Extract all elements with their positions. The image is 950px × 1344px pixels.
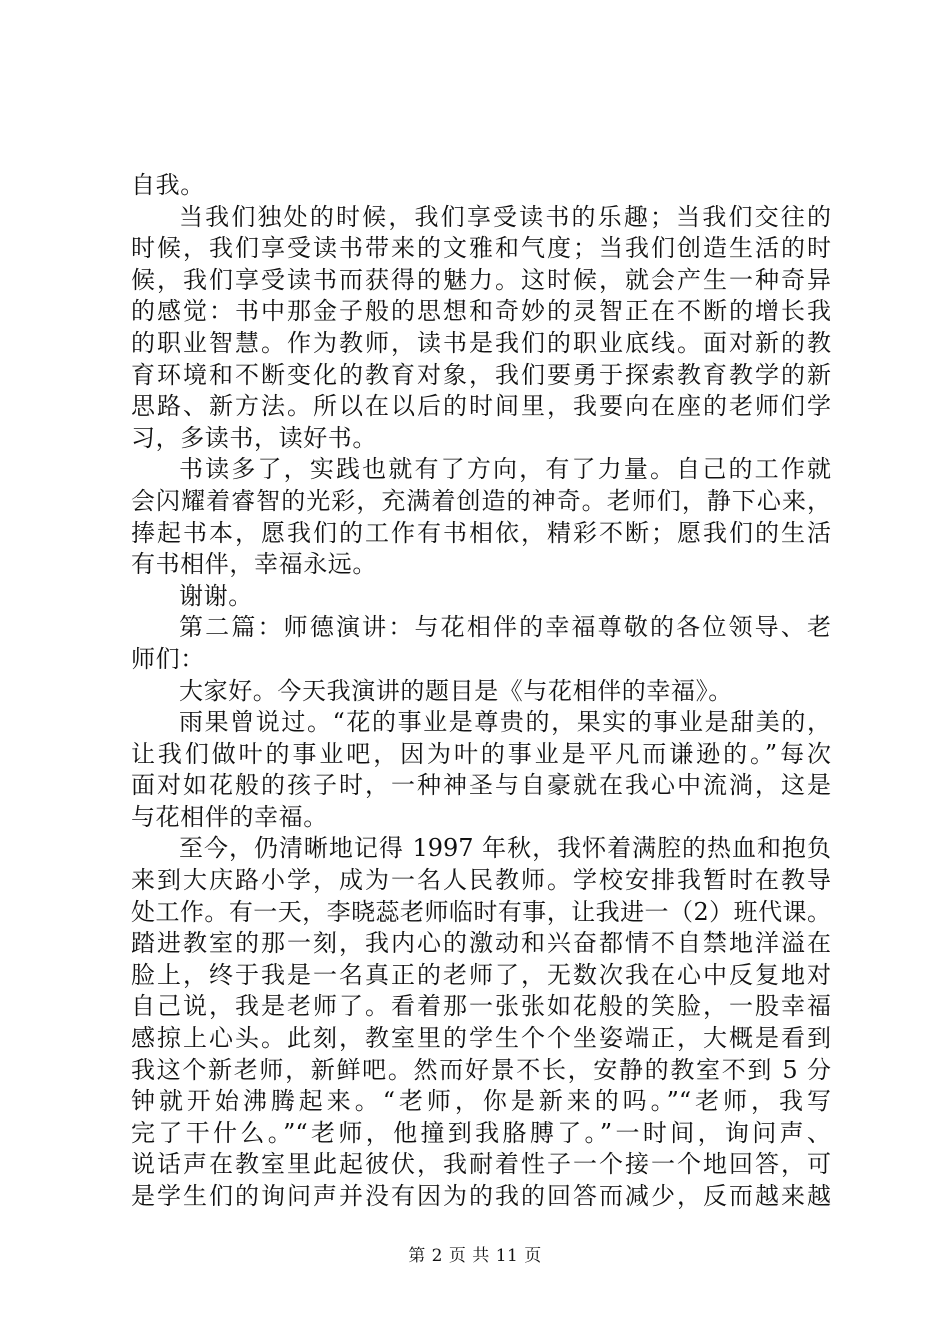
text-line: 自己说，我是老师了。看着那一张张如花般的笑脸，一股幸福 (131, 992, 831, 1021)
text-line: 说话声在教室里此起彼伏，我耐着性子一个接一个地回答，可 (131, 1150, 831, 1179)
text-line: 感掠上心头。此刻，教室里的学生个个坐姿端正，大概是看到 (131, 1024, 831, 1053)
text-line: 来到大庆路小学，成为一名人民教师。学校安排我暂时在教导 (131, 866, 831, 895)
text-line: 有书相伴，幸福永远。 (131, 550, 377, 579)
text-line: 书读多了，实践也就有了方向，有了力量。自己的工作就 (179, 455, 831, 484)
text-line: 钟就开始沸腾起来。“老师，你是新来的吗。”“老师，我写 (131, 1087, 831, 1116)
page-footer: 第 2 页 共 11 页 (408, 1246, 542, 1266)
text-line: 育环境和不断变化的教育对象，我们要勇于探索教育教学的新 (131, 360, 831, 389)
text-line: 处工作。有一天，李晓蕊老师临时有事，让我进一（2）班代课。 (131, 897, 831, 926)
document-body (131, 170, 831, 1213)
text-line: 雨果曾说过。“花的事业是尊贵的，果实的事业是甜美的， (179, 708, 831, 737)
text-line: 师们： (131, 644, 205, 673)
text-line: 完了干什么。”“老师，他撞到我胳膊了。”一时间，询问声、 (131, 1118, 831, 1147)
text-line: 脸上，终于我是一名真正的老师了，无数次我在心中反复地对 (131, 960, 831, 989)
text-line: 捧起书本，愿我们的工作有书相依，精彩不断；愿我们的生活 (131, 518, 831, 547)
text-line: 时候，我们享受读书带来的文雅和气度；当我们创造生活的时 (131, 234, 831, 263)
text-line: 的职业智慧。作为教师，读书是我们的职业底线。面对新的教 (131, 328, 831, 357)
text-line: 自我。 (131, 171, 205, 199)
text-line: 至今，仍清晰地记得 1997 年秋，我怀着满腔的热血和抱负 (179, 834, 831, 863)
text-line: 大家好。今天我演讲的题目是《与花相伴的幸福》。 (179, 676, 733, 705)
text-line: 习，多读书，读好书。 (131, 423, 377, 452)
text-line: 第二篇：师德演讲：与花相伴的幸福尊敬的各位领导、老 (179, 613, 831, 642)
text-line: 是学生们的询问声并没有因为的我的回答而减少，反而越来越 (131, 1182, 831, 1210)
text-line: 我这个新老师，新鲜吧。然而好景不长，安静的教室不到 5 分 (131, 1055, 831, 1084)
text-line: 踏进教室的那一刻，我内心的激动和兴奋都情不自禁地洋溢在 (131, 929, 831, 958)
text-line: 与花相伴的幸福。 (131, 802, 328, 831)
text-line: 当我们独处的时候，我们享受读书的乐趣；当我们交往的 (179, 202, 831, 231)
text-line: 会闪耀着睿智的光彩，充满着创造的神奇。老师们，静下心来， (131, 486, 831, 515)
text-line: 谢谢。 (179, 581, 253, 610)
text-line: 面对如花般的孩子时，一种神圣与自豪就在我心中流淌，这是 (131, 771, 831, 800)
text-line: 的感觉：书中那金子般的思想和奇妙的灵智正在不断的增长我 (131, 297, 831, 326)
text-line: 让我们做叶的事业吧，因为叶的事业是平凡而谦逊的。”每次 (131, 739, 831, 768)
text-line: 候，我们享受读书而获得的魅力。这时候，就会产生一种奇异 (131, 265, 831, 294)
text-line: 思路、新方法。所以在以后的时间里，我要向在座的老师们学 (131, 392, 831, 421)
